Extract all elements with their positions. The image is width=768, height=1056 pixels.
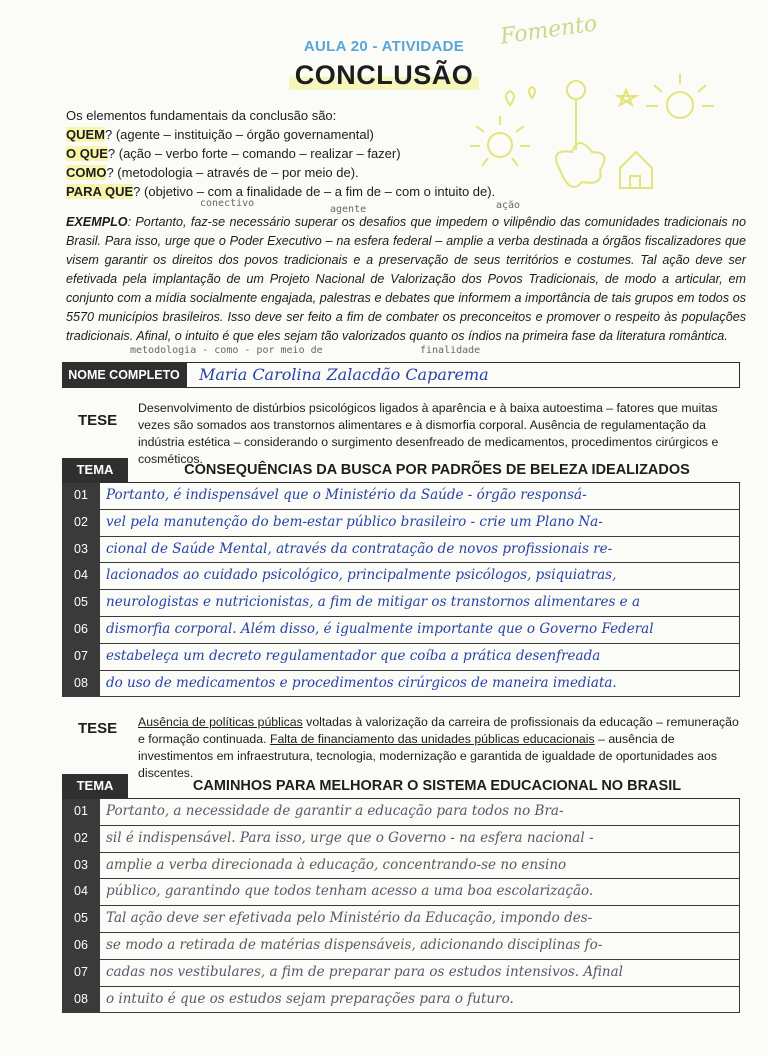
note-agente: agente [330,204,367,215]
cloud-doodle [556,99,605,187]
note-conectivo: conectivo [200,198,255,209]
subheading: AULA 20 - ATIVIDADE [303,38,465,55]
essay-line[interactable]: 04 lacionados ao cuidado psicológico, principalmente psicólogos, psiquiatras, [62,563,740,590]
essay-line[interactable]: 05 neurologistas e nutricionistas, a fim de mitigar os transtornos alimentares e a [62,590,740,617]
tema-header-2 [62,774,740,799]
tema-label: TEMA [62,774,128,798]
full-name-value: Maria Carolina Zalacdão Caparema [199,365,489,384]
tema-block-1 [62,458,740,697]
tese-label-1: TESE [78,412,118,429]
essay-line[interactable]: 08 o intuito é que os estudos sejam preparações para o futuro. [62,987,740,1014]
essay-line[interactable]: 02 sil é indispensável. Para isso, urge que o Governo - na esfera nacional - [62,826,740,853]
tese-text-2: Ausência de políticas públicas voltadas à valorização da carreira de profissionais da educação – remuneração e formação continuada. Falta de financiamento das unidades públicas educacionais – ausência de investimentos em infraestrutura, tecnologia, modernização e garantida de igualdade de oportunidades aos discentes. [138,715,739,780]
intro-item: PARA QUE? (objetivo – com a finalidade de – a fim de – com o intuito de). [66,184,496,199]
intro-item: QUEM? (agente – instituição – órgão governamental) [66,127,374,142]
tema-header-1 [62,458,740,483]
note-finalidade: finalidade [420,345,481,356]
essay-line[interactable]: 06 se modo a retirada de matérias dispensáveis, adicionando disciplinas fo- [62,933,740,960]
tese-label-2: TESE [78,720,118,737]
essay-line[interactable]: 05 Tal ação deve ser efetivada pelo Ministério da Educação, impondo des- [62,906,740,933]
essay-line[interactable]: 01 Portanto, a necessidade de garantir a educação para todos no Bra- [62,799,740,826]
essay-line[interactable]: 04 público, garantindo que todos tenham acesso a uma boa escolarização. [62,879,740,906]
tema-label: TEMA [62,458,128,482]
star-doodle [618,90,636,105]
essay-line[interactable]: 07 estabeleça um decreto regulamentador que coíba a prática desenfreada [62,644,740,671]
note-metodologia: metodologia - como - por meio de [130,345,323,356]
tema-title-2: CAMINHOS PARA MELHORAR O SISTEMA EDUCACIONAL NO BRASIL [192,778,682,794]
doodle-word: Fomento [498,11,599,50]
intro-block [66,106,526,201]
essay-line[interactable]: 07 cadas nos vestibulares, a fim de preparar para os estudos intensivos. Afinal [62,960,740,987]
full-name-row [62,362,740,388]
page-title: CONCLUSÃO [0,60,768,91]
essay-line[interactable]: 01 Portanto, é indispensável que o Ministério da Saúde - órgão responsá- [62,483,740,510]
intro-lead: Os elementos fundamentais da conclusão são: [66,108,337,123]
essay-line[interactable]: 03 cional de Saúde Mental, através da contratação de novos profissionais re- [62,537,740,564]
essay-line[interactable]: 03 amplie a verba direcionada à educação, concentrando-se no ensino [62,853,740,880]
house-doodle [620,152,652,188]
essay-lines-1 [62,483,740,697]
sun-doodle-2 [667,92,693,118]
essay-line[interactable]: 08 do uso de medicamentos e procedimentos cirúrgicos de maneira imediata. [62,671,740,698]
intro-item: COMO? (metodologia – através de – por meio de). [66,165,359,180]
essay-line[interactable]: 02 vel pela manutenção do bem-estar público brasileiro - crie um Plano Na- [62,510,740,537]
note-acao: ação [496,200,521,211]
essay-line[interactable]: 06 dismorfia corporal. Além disso, é igualmente importante que o Governo Federal [62,617,740,644]
tema-block-2 [62,774,740,1013]
essay-lines-2 [62,799,740,1013]
full-name-label: NOME COMPLETO [62,362,186,388]
example-paragraph: EXEMPLO: Portanto, faz-se necessário superar os desafios que impedem o vilipêndio das comunidades tradicionais no Brasil. Para isso, urge que o Poder Executivo – na esfera federal – amplie a verba destinada a órgãos fiscalizadores que visem garantir os direitos dos povos tradicionais e a preservação de seus territórios e costumes. Tal ação deve ser efetivada pela implantação de um Projeto Nacional de Valorização dos Povos Tradicionais, de modo a articular, em conjunto com a mídia socialmente engajada, palestras e debates que informem a importância de tais grupos em todos os 5570 municípios brasileiros. Isso deve ser feito a fim de combater os preconceitos e promover o respeito às populações tradicionais. Afinal, o intuito é que eles sejam tão valorizados quanto os índios na primeira fase da literatura romântica. [66,215,746,343]
tema-title-1: CONSEQUÊNCIAS DA BUSCA POR PADRÕES DE BELEZA IDEALIZADOS [184,462,690,478]
intro-item: O QUE? (ação – verbo forte – comando – realizar – fazer) [66,146,401,161]
full-name-field[interactable] [186,362,740,388]
tese-text-1: Desenvolvimento de distúrbios psicológicos ligados à aparência e à baixa autoestima – fatores que muitas vezes são somados aos transtornos alimentares e à dismorfia corporal. Ausência de regulamentação da indústria estética – considerando o surgimento desenfreado de medicamentos, procedimentos cirúrgicos e cosméticos. [138,401,719,466]
